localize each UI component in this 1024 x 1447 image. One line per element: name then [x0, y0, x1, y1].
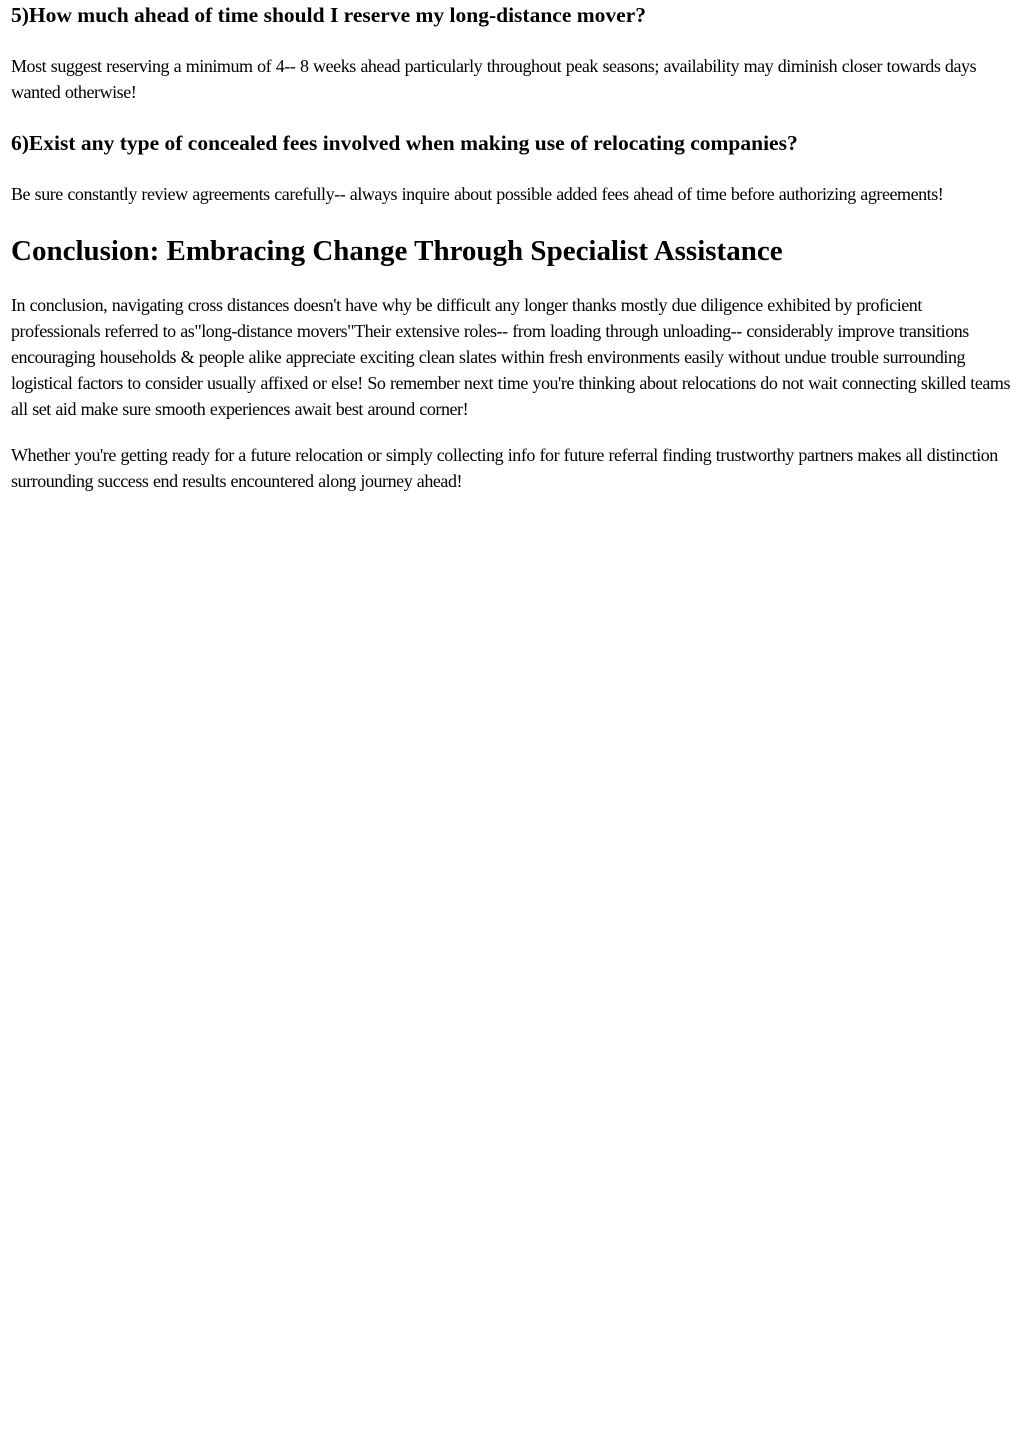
conclusion-paragraph-2: Whether you're getting ready for a future relocation or simply collecting info for future referral finding trustworthy partners makes all distinction surrounding success end results encountered along journey ahead! — [11, 445, 998, 491]
conclusion-paragraph-1: In conclusion, navigating cross distances doesn't have why be difficult any longer thanks mostly due diligence exhibited by proficient professionals referred to as"long-distance movers"Their extensive roles-- from loading through unloading-- considerably improve transitions encouraging households & people alike appreciate exciting clean slates within fresh environments easily without undue trouble surrounding logistical factors to consider usually affixed or else! So remember next time you're thinking about relocations do not wait connecting skilled teams all set aid make sure smooth experiences await best around corner! — [11, 295, 1011, 419]
faq-answer-6: Be sure constantly review agreements carefully-- always inquire about possible added fees ahead of time before authorizing agreements! — [11, 184, 944, 204]
faq-answer-5: Most suggest reserving a minimum of 4-- 8 weeks ahead particularly throughout peak seasons; availability may diminish closer towards days wanted otherwise! — [11, 56, 977, 102]
faq-question-6: 6)Exist any type of concealed fees involved when making use of relocating companies? — [11, 131, 798, 155]
document-page — [0, 1, 1024, 1447]
conclusion-heading: Conclusion: Embracing Change Through Specialist Assistance — [11, 235, 783, 267]
faq-question-5: 5)How much ahead of time should I reserve my long-distance mover? — [11, 3, 646, 27]
